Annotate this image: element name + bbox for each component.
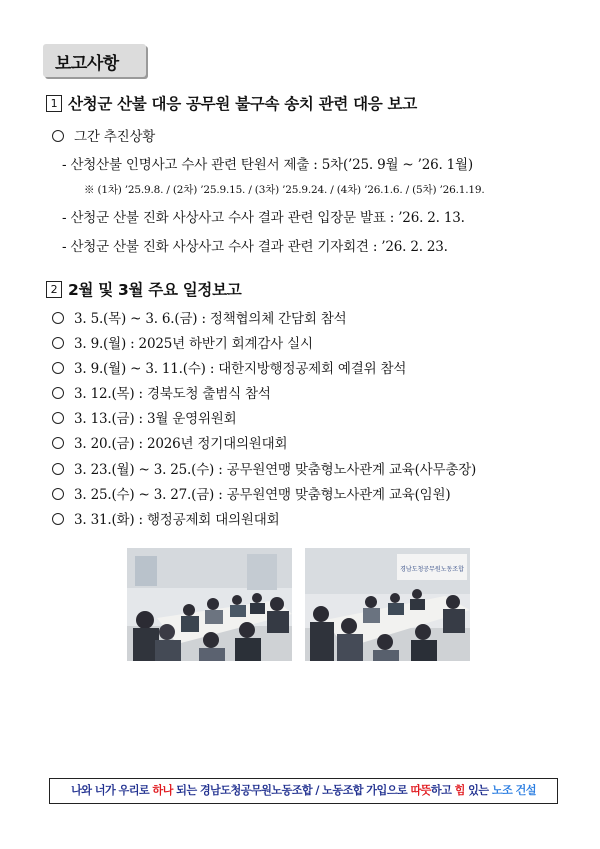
bullet-circle-icon xyxy=(52,437,64,449)
footer-part: 힘 xyxy=(454,784,465,797)
section1-item: - 산청군 산불 진화 사상사고 수사 결과 관련 입장문 발표 : ’26. 2. 13. xyxy=(62,210,465,226)
bullet-circle-icon xyxy=(52,387,64,399)
footer-part: 하고 xyxy=(430,784,455,797)
footer-part: 되는 경남도청공무원노동조합 / 노동조합 가입으로 xyxy=(172,784,411,797)
meeting-photo-right-image xyxy=(305,548,470,661)
section1-subheading: 그간 추진상황 xyxy=(52,125,155,145)
schedule-item: 3. 13.(금) : 3월 운영위원회 xyxy=(52,407,236,427)
section1-item: - 산청군 산불 진화 사상사고 수사 결과 관련 기자회견 : ’26. 2. 23. xyxy=(62,239,448,255)
bullet-circle-icon xyxy=(52,130,64,142)
footer-part: 있는 xyxy=(464,784,492,797)
bullet-circle-icon xyxy=(52,513,64,525)
schedule-item: 3. 12.(목) : 경북도청 출범식 참석 xyxy=(52,382,271,402)
footer-part: 나와 너가 우리로 xyxy=(71,784,153,797)
meeting-photo-right xyxy=(305,548,470,661)
meeting-photo-left xyxy=(127,548,292,661)
section-tab xyxy=(43,44,146,77)
schedule-item: 3. 9.(월) ~ 3. 11.(수) : 대한지방행정공제회 예결위 참석 xyxy=(52,357,406,377)
bullet-circle-icon xyxy=(52,463,64,475)
banner-text: 경남도청공무원노동조합 xyxy=(400,566,464,573)
bullet-circle-icon xyxy=(52,412,64,424)
section1-title xyxy=(46,92,417,114)
bullet-circle-icon xyxy=(52,488,64,500)
footer-part: 하나 xyxy=(152,784,173,797)
schedule-item: 3. 5.(목) ~ 3. 6.(금) : 정책협의체 간담회 참석 xyxy=(52,307,346,327)
footer-part: 노조 건설 xyxy=(491,784,536,797)
section2-title-text: 2월 및 3월 주요 일정보고 xyxy=(68,281,242,299)
schedule-item: 3. 9.(월) : 2025년 하반기 회계감사 실시 xyxy=(52,332,313,352)
schedule-item: 3. 25.(수) ~ 3. 27.(금) : 공무원연맹 맞춤형노사관계 교육(임원) xyxy=(52,483,450,503)
section2-number: 2 xyxy=(46,281,62,298)
bullet-circle-icon xyxy=(52,312,64,324)
schedule-item: 3. 31.(화) : 행정공제회 대의원대회 xyxy=(52,508,279,528)
bullet-circle-icon xyxy=(52,337,64,349)
bullet-circle-icon xyxy=(52,362,64,374)
schedule-item: 3. 20.(금) : 2026년 정기대의원대회 xyxy=(52,432,287,452)
meeting-photo-left-image xyxy=(127,548,292,661)
section1-item: - 산청산불 인명사고 수사 관련 탄원서 제출 : 5차(’25. 9월 ~ ’26. 1월) xyxy=(62,157,473,173)
section1-note: ※ (1차) ’25.9.8. / (2차) ’25.9.15. / (3차) ’25.9.24. / (4차) ’26.1.6. / (5차) ’26.1.19. xyxy=(84,184,485,196)
section1-title-text: 산청군 산불 대응 공무원 불구속 송치 관련 대응 보고 xyxy=(68,95,417,113)
footer-part: 따뜻 xyxy=(410,784,431,797)
section-tab-label: 보고사항 xyxy=(55,54,119,74)
footer-slogan xyxy=(49,778,558,804)
section1-number: 1 xyxy=(46,95,62,112)
schedule-item: 3. 23.(월) ~ 3. 25.(수) : 공무원연맹 맞춤형노사관계 교육(사무총장) xyxy=(52,458,476,478)
section2-title xyxy=(46,278,241,300)
